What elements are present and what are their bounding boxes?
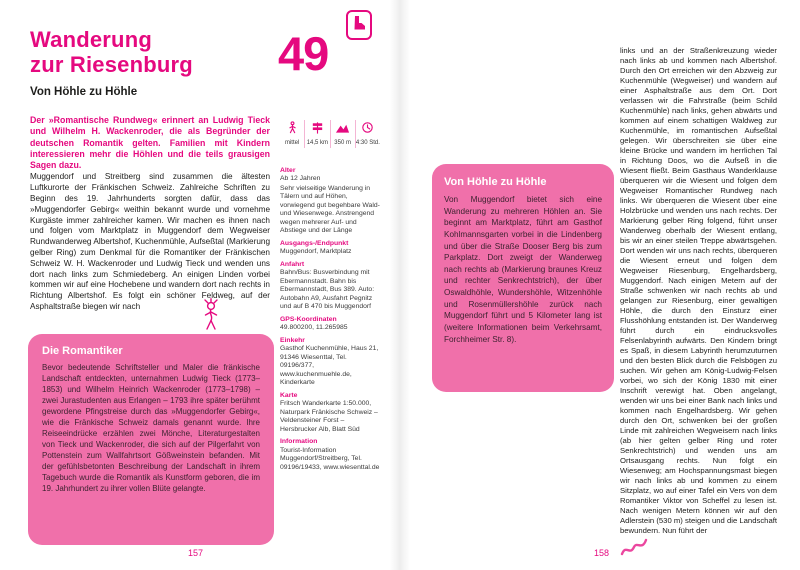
detail-label: Einkehr: [280, 336, 305, 344]
info-box-text: Bevor bedeutende Schriftsteller und Maler die fränkische Landschaft entdeckten, unternahmen Ludwig Tieck (1773–1853) und Wilhelm Heinrich Wackenroder (1773–1798) – zwei Jurastudenten aus Erlangen – 1793 ihre später berühmt gewordene Pfingstreise durch das »Muggendorfer Gebirg«, wie die Fränkische Schweiz damals genannt wurde. Ihre Reiseeindrücke erzählen zwei Mönche, Literaturgestalten von Tieck und Wackenroder, die sich auf der Pilgerfahrt von Pottenstein zum Wallfahrtsort Gößweinstein befanden. Mit der gefühlsbetonten Beschreibung der Landschaft in ihrem Tagebuch wurde die Romantik als Kunstform geboren, die im 19. Jahrhundert zu ihrer vollen Blüte gelangte.: [42, 363, 260, 494]
detail-text: Gasthof Kuchenmühle, Haus 21, 91346 Wiesenttal, Tel. 09196/377, www.kuchenmuehle.de, Kinderkarte: [280, 345, 379, 387]
crayon-scribble-icon: [620, 536, 648, 563]
detail-label: Information: [280, 438, 318, 446]
detail-label: Ausgangs-/Endpunkt: [280, 239, 349, 247]
page-number-right: 158: [594, 548, 610, 558]
detail-label: Karte: [280, 391, 298, 399]
route-description-right: links und an der Straßenkreuzung wieder nach links ab und kommen nach Albertshof. Durch den Ort erreichen wir den Abzweig zur Kuchenmühle (Wegweiser) und wandern auf einer Asphaltstraße aus dem Ort. Dort verlassen wir die Fahrstraße (beim Schild Kuchenmühle) nach links, gehen abwärts und kommen auf einem schattigen Waldweg zur Kuchenmühle, im romantischen Aufseßtal gelegen. Wir überschreiten sie über eine kleine Brücke und wandern im herrlichen Tal in Richtung Doos, wo die Aufseß in die Wiesent fließt. Beim Gasthaus Wanderklause überqueren wir die Wiesent und folgen dem Wegweiser Romantischer Rundweg nach links. Wir überqueren die Wiesent über eine Holzbrücke und wenden uns nach rechts. Der Markierung gelber Ring folgend, führt unser Wanderweg oberhalb der Wiesent entlang, bis wir an einer steilen Treppe abwärtsgehen. Dort wenden wir uns nach rechts, überqueren die Wiesent erneut und folgen dem Wegweiser Riesenburg, Engelhardsberg, Muggendorf. Nach einigen Metern auf der Straße schwenken wir nach rechts ab und gelangen zur Riesenburg, einer gewaltigen Höhle, die durch den Einsturz einer Flusshöhlung entstanden ist. Der Wanderweg führt durch ein eindrucksvolles Felsenlabyrinth aufwärts. Den Kindern bringt es Spaß, in diesem Labyrinth herumzuturnen und den besten Blick durch die Felsbögen zu suchen. Wir gehen am König-Ludwig-Felsen vorbei, wo sich der König 1830 mit einer Inschrift verewigt hat. Oben angelangt, wenden wir uns bei einer Bank nach links und kommen nach Engelhardsberg. Wir gehen durch den Ort, schwenken bei der großen Linde mit zahlreichen Wegweisern nach links (ab hier gelten gelber Ring und roter Senkrechtstrich) und wenden uns am Ortsausgang rechts. Nun folgt ein Wiesenweg; am Hochspannungsmast biegen wir nach links ab und kommen zu einem Sitzplatz, wo auf einer Tafel ein Vers von dem Romantiker Viktor von Scheffel zu lesen ist. Nach wenigen Metern können wir auf den Adlerstein (530 m) steigen und die Landschaft bewundern. Nun führt der: [620, 45, 777, 535]
page-subtitle: Von Höhle zu Höhle: [30, 86, 138, 98]
highlight-box-hoehle: [432, 164, 614, 392]
intro-paragraph: Der »Romantische Rundweg« erinnert an Ludwig Tieck und Wilhelm H. Wackenroder, die als Begründer der deutschen Romantik gelten. Familien mit Kindern interessieren mehr die Höhlen und die teils grausigen Sagen dazu.: [30, 114, 270, 171]
detail-text: Fritsch Wanderkarte 1:50.000, Naturpark Fränkische Schweiz – Veldensteiner Forst – Hersbrucker Alb, Blatt Süd: [280, 400, 378, 433]
highlight-box-text: Von Muggendorf bietet sich eine Wanderung zu mehreren Höhlen an. Sie beginnt am Marktplatz, führt am Gasthof Kohlmannsgarten vorbei in die Lindenberg und über die Straße Dooser Berg bis zum Parkplatz. Dort zweigt der Wanderweg nach rechts ab (Markierung braunes Kreuz und rechter Senkrechtstrich), der über Oswaldhöhle, Wundershöhle, Witzenhöhle und Rosenmüllershöhle zurück nach Muggendorf führt und 5 Kilometer lang ist (weitere Informationen beim Verkehrsamt, Forchheimer Str. 8).: [444, 195, 602, 344]
route-number: 49: [278, 27, 329, 80]
title-line2: zur Riesenburg: [30, 51, 193, 77]
title-line1: Wanderung: [30, 27, 152, 52]
detail-text: Ab 12 Jahren: [280, 175, 321, 183]
page-number-left: 157: [188, 548, 204, 558]
detail-text: Tourist-Information Muggendorf/Streitberg, Tel. 09196/19433, www.wiesenttal.de: [280, 446, 380, 471]
highlight-box-title: Von Höhle zu Höhle: [444, 176, 547, 188]
stat-difficulty-value: mittel: [284, 140, 300, 146]
stat-duration-value: 4:30 Std.: [355, 140, 380, 146]
detail-text: 49.800200, 11.265985: [280, 324, 348, 332]
route-description-left: Muggendorf und Streitberg sind zusammen die ältesten Luftkurorte der Fränkischen Schweiz. Zahlreiche Schriften zu Beginn des 19. Jahrhunderts sorgten dafür, dass das »Muggendorfer Gebirg« weithin bekannt wurde und vornehme Kurgäste immer zahlreicher kamen. Wir machen es ihnen nach und folgen vom Marktplatz in Muggendorf dem Wegweiser Rundwanderweg Albertshof, Kuchenmühle, Aufseßtal (Markierung gelber Ring) zum Denkmal für die Romantiker der Fränkischen Schweiz W. H. Wackenroder und Ludwig Tieck und wenden uns dort nach links zum Schmiedeberg. An einigen Linden vorbei kommen wir auf eine Hochebene und wandern dort nach rechts in Richtung Albertshof. Es folgt ein schöner Feldweg, auf der Asphaltstraße biegen wir nach: [30, 172, 270, 312]
info-box-title: Die Romantiker: [42, 345, 123, 357]
detail-label: Anfahrt: [280, 260, 305, 268]
detail-text: Bahn/Bus: Busverbindung mit Ebermannstadt. Bahn bis Ebermannstadt, Bus 389. Auto: Autobahn A9, Ausfahrt Pegnitz und auf B 470 bis Muggendorf: [280, 269, 375, 311]
stat-elevation-value: 350 m: [334, 140, 351, 146]
stat-distance-value: 14,5 km: [306, 140, 329, 146]
detail-text: Sehr vielseitige Wanderung in Tälern und auf Höhen, vorwiegend gut begehbare Wald- und Wiesenwege. Anstrengend wegen mehrerer Auf- und Abstiege und der Länge: [280, 184, 380, 235]
detail-label: GPS-Koordinaten: [280, 315, 337, 323]
detail-text: Muggendorf, Marktplatz: [280, 248, 352, 256]
detail-label: Alter: [280, 167, 296, 174]
